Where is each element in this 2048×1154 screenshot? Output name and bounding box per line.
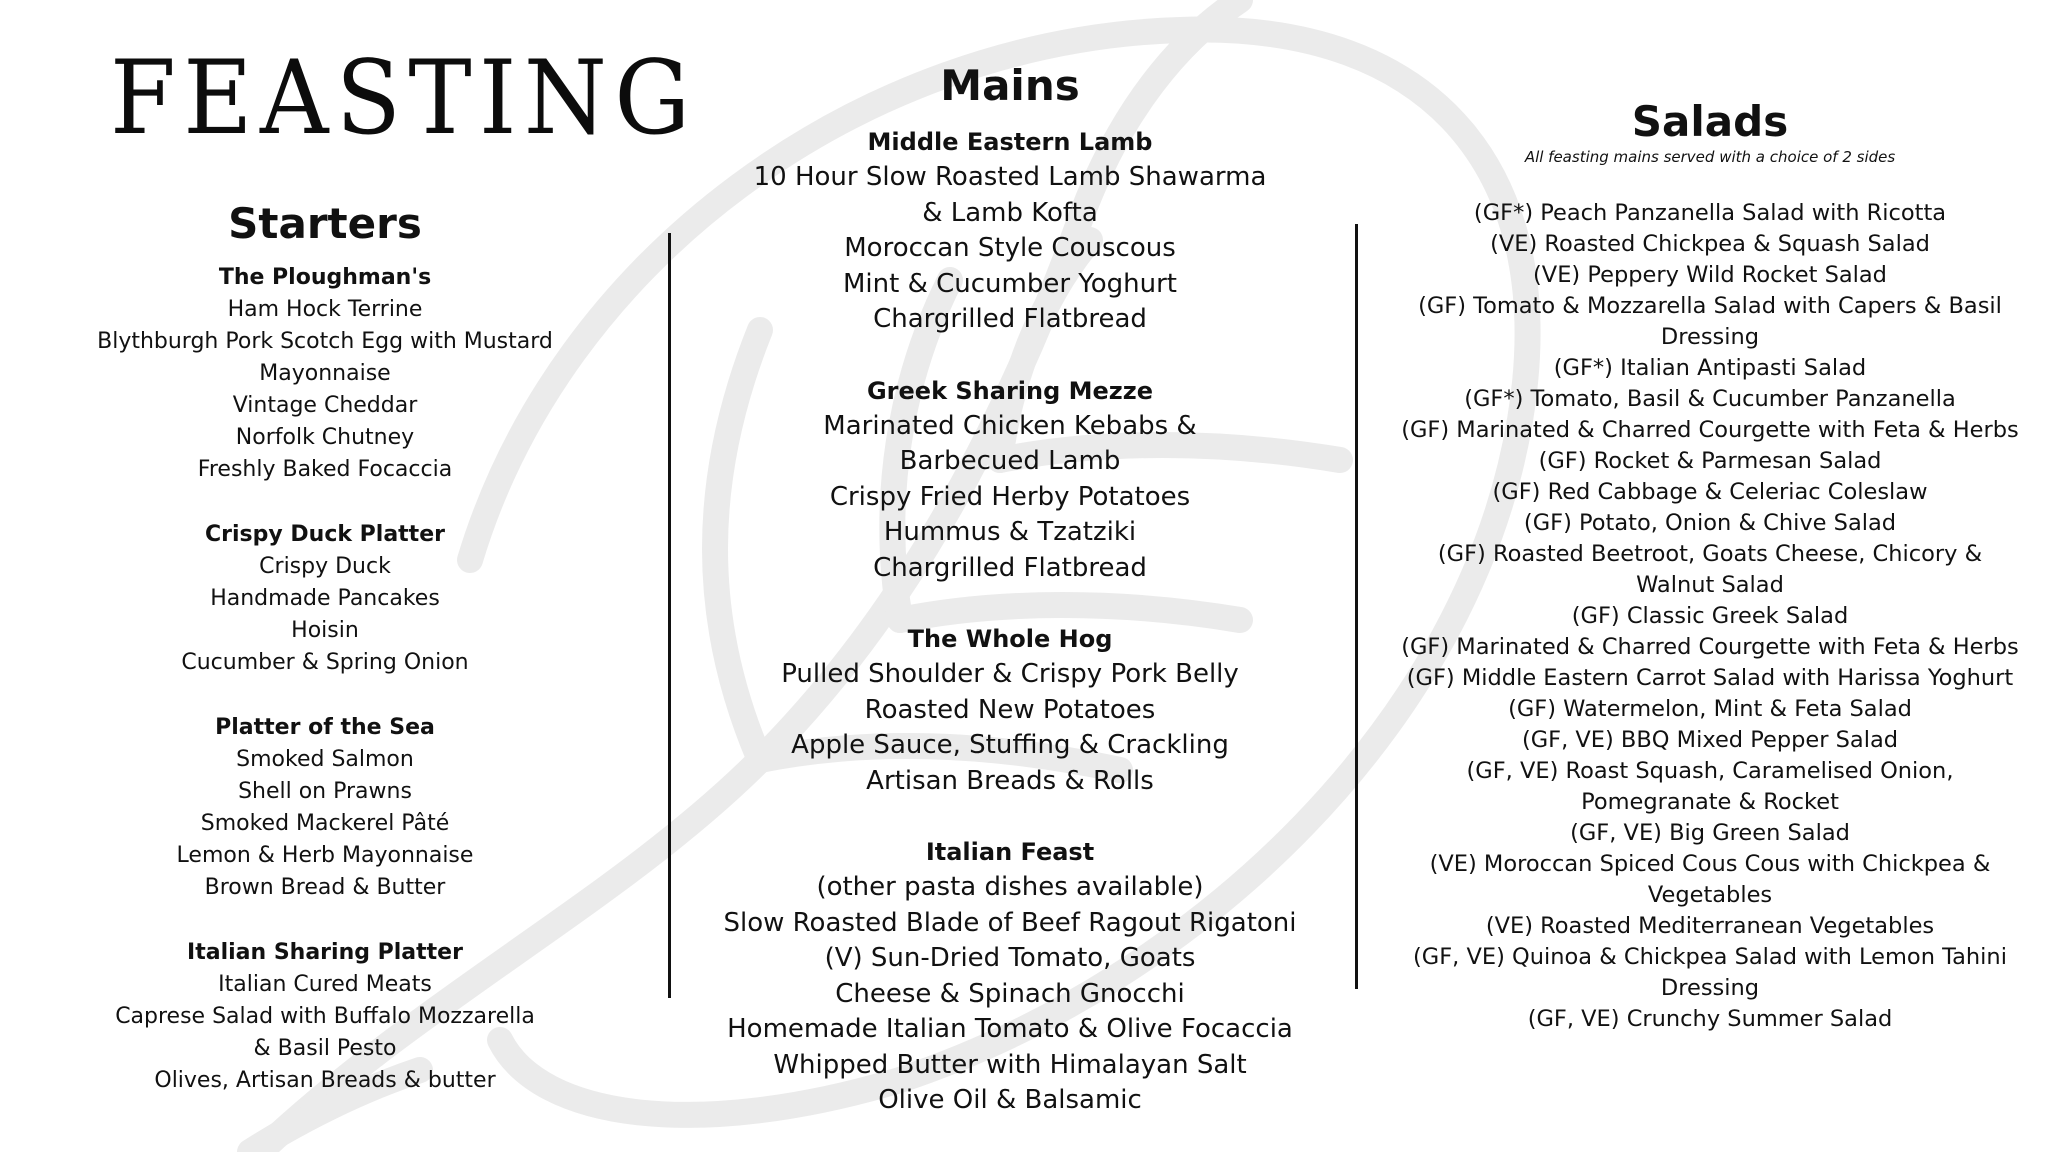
menu-item: Hummus & Tzatziki (883, 517, 1137, 548)
menu-item: Artisan Breads & Rolls (866, 765, 1154, 796)
main-group-italian-feast (700, 834, 1320, 1119)
starter-group-title: The Ploughman's (218, 265, 432, 291)
menu-item: Olives, Artisan Breads & butter (154, 1068, 496, 1094)
menu-item: Vegetables (1647, 882, 1773, 909)
menu-item: (GF, VE) Big Green Salad (1570, 820, 1850, 847)
menu-item: Chargrilled Flatbread (873, 552, 1147, 583)
menu-item: Olive Oil & Balsamic (878, 1085, 1142, 1116)
mains-title: Mains (940, 61, 1080, 110)
menu-item: Smoked Salmon (236, 747, 414, 773)
salads-title: Salads (1631, 97, 1789, 146)
menu-item: Moroccan Style Couscous (844, 233, 1176, 264)
menu-item: Brown Bread & Butter (204, 875, 446, 901)
menu-item: Homemade Italian Tomato & Olive Focaccia (727, 1014, 1293, 1045)
salads-note: All feasting mains served with a choice of 2 sides (1524, 148, 1896, 167)
menu-item: (GF, VE) Roast Squash, Caramelised Onion, (1466, 758, 1954, 785)
starter-group-sea (70, 712, 580, 904)
menu-item: (GF) Marinated & Charred Courgette with Feta & Herbs (1401, 417, 2019, 444)
menu-item: (GF) Marinated & Charred Courgette with Feta & Herbs (1401, 634, 2019, 661)
main-group-greek-mezze (700, 373, 1320, 587)
menu-item: (GF) Classic Greek Salad (1571, 603, 1849, 630)
menu-item: Lemon & Herb Mayonnaise (176, 843, 474, 869)
menu-item: (GF) Potato, Onion & Chive Salad (1523, 510, 1897, 537)
menu-item: (VE) Roasted Chickpea & Squash Salad (1490, 231, 1930, 258)
main-group-whole-hog (700, 621, 1320, 799)
menu-item: Chargrilled Flatbread (873, 304, 1147, 335)
main-group-middle-eastern-lamb (700, 124, 1320, 338)
menu-item: Apple Sauce, Stuffing & Crackling (791, 730, 1229, 761)
menu-item: Pomegranate & Rocket (1581, 789, 1839, 816)
menu-item: (GF, VE) Quinoa & Chickpea Salad with Lemon Tahini (1413, 944, 2007, 971)
menu-item: Cucumber & Spring Onion (181, 650, 469, 676)
menu-item: Dressing (1660, 324, 1760, 351)
menu-item: Dressing (1660, 975, 1760, 1002)
menu-item: Blythburgh Pork Scotch Egg with Mustard (97, 329, 553, 355)
menu-item: (GF) Rocket & Parmesan Salad (1538, 448, 1882, 475)
menu-item: (GF) Middle Eastern Carrot Salad with Harissa Yoghurt (1406, 665, 2014, 692)
menu-item: (GF*) Italian Antipasti Salad (1553, 355, 1867, 382)
menu-item: Roasted New Potatoes (864, 694, 1156, 725)
starter-group-title: Italian Sharing Platter (187, 940, 463, 966)
starters-title: Starters (228, 199, 422, 248)
menu-item: Cheese & Spinach Gnocchi (835, 978, 1185, 1009)
starter-group-italian (70, 937, 580, 1097)
menu-item: Norfolk Chutney (235, 425, 415, 451)
menu-item: Marinated Chicken Kebabs & (823, 410, 1197, 441)
menu-item: (GF, VE) Crunchy Summer Salad (1527, 1006, 1893, 1033)
menu-item: Vintage Cheddar (232, 393, 418, 419)
menu-item: Whipped Butter with Himalayan Salt (773, 1049, 1247, 1080)
starter-group-ploughmans (70, 262, 580, 486)
menu-item: Caprese Salad with Buffalo Mozzarella (115, 1004, 535, 1030)
column-divider (1355, 224, 1358, 989)
menu-item: Italian Cured Meats (218, 972, 432, 998)
menu-item: (VE) Roasted Mediterranean Vegetables (1485, 913, 1935, 940)
menu-item: (GF) Watermelon, Mint & Feta Salad (1508, 696, 1912, 723)
column-divider (668, 233, 671, 998)
menu-item: Crispy Duck (259, 554, 391, 580)
menu-item: & Basil Pesto (253, 1036, 397, 1062)
menu-item: Crispy Fried Herby Potatoes (829, 481, 1191, 512)
menu-item: Pulled Shoulder & Crispy Pork Belly (781, 659, 1239, 690)
menu-item: (GF, VE) BBQ Mixed Pepper Salad (1521, 727, 1899, 754)
menu-item: Shell on Prawns (238, 779, 412, 805)
menu-item: Handmade Pancakes (210, 586, 440, 612)
menu-item: 10 Hour Slow Roasted Lamb Shawarma (753, 162, 1267, 193)
menu-item: Ham Hock Terrine (227, 297, 423, 323)
menu-item: Walnut Salad (1636, 572, 1784, 599)
salads-column (1370, 98, 2048, 1035)
menu-item: (VE) Peppery Wild Rocket Salad (1533, 262, 1887, 289)
starter-group-title: Platter of the Sea (215, 715, 435, 741)
starter-group-crispy-duck (70, 519, 580, 679)
menu-item: (other pasta dishes available) (816, 872, 1204, 903)
menu-item: Hoisin (291, 618, 359, 644)
menu-item: (VE) Moroccan Spiced Cous Cous with Chickpea & (1429, 851, 1991, 878)
menu-item: Mint & Cucumber Yoghurt (842, 268, 1177, 299)
menu-item: Smoked Mackerel Pâté (200, 811, 450, 837)
menu-item: Barbecued Lamb (899, 446, 1121, 477)
main-group-title: Middle Eastern Lamb (867, 128, 1153, 157)
menu-item: (GF) Tomato & Mozzarella Salad with Capers & Basil (1418, 293, 2002, 320)
menu-item: (GF) Red Cabbage & Celeriac Coleslaw (1492, 479, 1928, 506)
mains-column (700, 62, 1320, 1154)
main-group-title: Italian Feast (925, 838, 1095, 867)
menu-item: (GF*) Peach Panzanella Salad with Ricotta (1473, 200, 1947, 227)
starter-group-title: Crispy Duck Platter (205, 522, 445, 548)
menu-item: Slow Roasted Blade of Beef Ragout Rigatoni (723, 907, 1297, 938)
brand-logo: FEASTING (110, 39, 698, 158)
menu-item: & Lamb Kofta (922, 197, 1098, 228)
menu-item: Freshly Baked Focaccia (197, 457, 453, 483)
menu-item: (GF) Roasted Beetroot, Goats Cheese, Chicory & (1437, 541, 1983, 568)
menu-item: (GF*) Tomato, Basil & Cucumber Panzanella (1464, 386, 1956, 413)
menu-item: (V) Sun-Dried Tomato, Goats (824, 943, 1196, 974)
menu-item: Mayonnaise (259, 361, 391, 387)
main-group-title: Greek Sharing Mezze (866, 376, 1154, 405)
starters-column (70, 200, 580, 1130)
main-group-title: The Whole Hog (907, 625, 1113, 654)
